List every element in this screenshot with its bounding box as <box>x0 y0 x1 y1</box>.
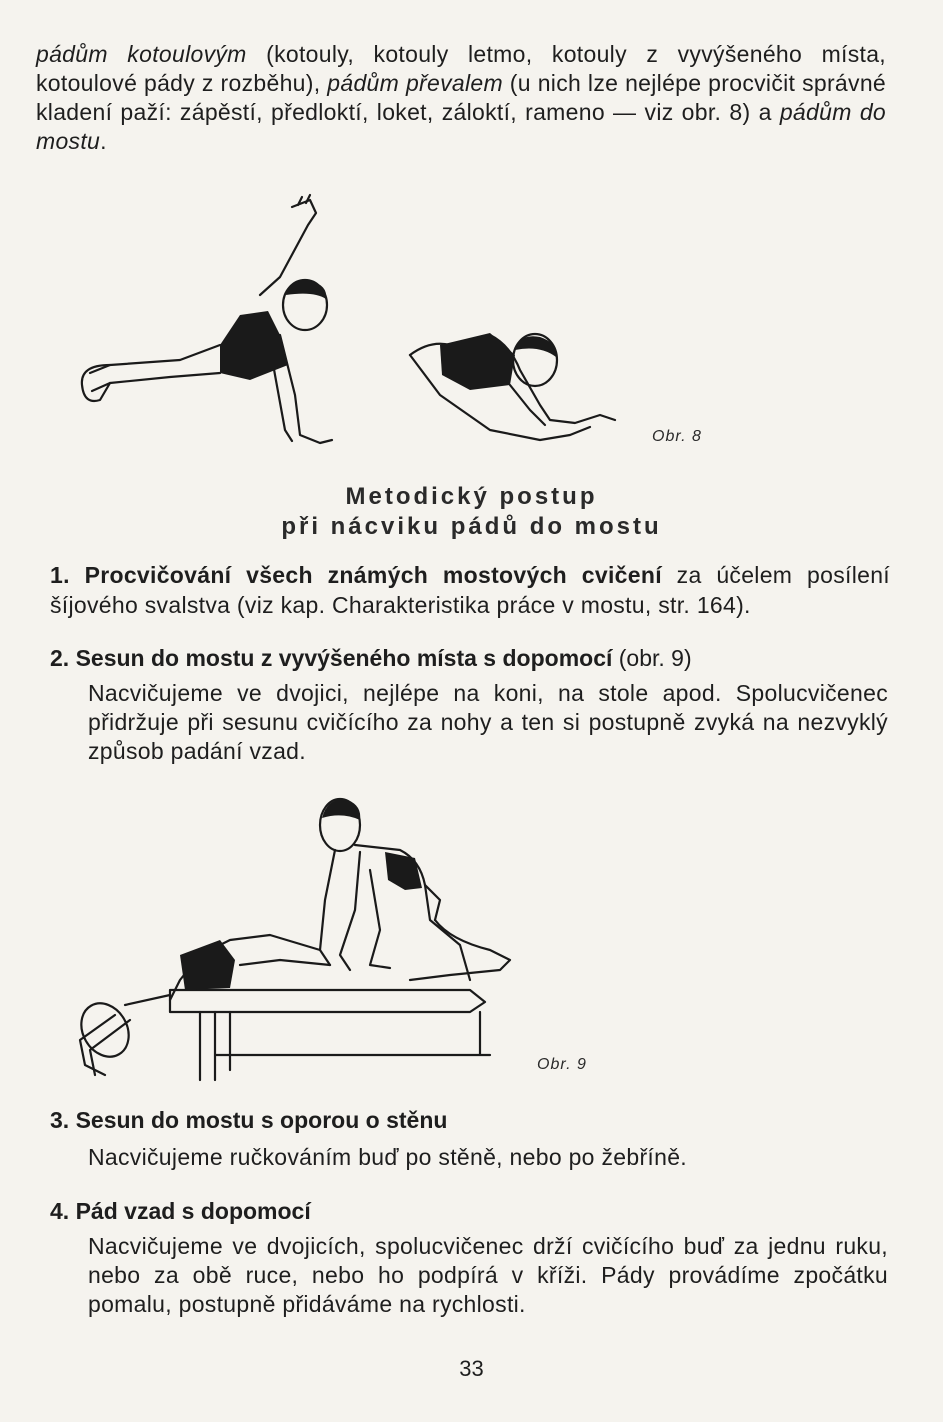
intro-text-3: . <box>100 128 107 154</box>
list-item-3-title <box>50 1105 890 1135</box>
item-3-body: Nacvičujeme ručkováním buď po stěně, nebo po žebříně. <box>88 1144 687 1170</box>
figure-8-illustration <box>70 195 630 455</box>
figure-9-illustration <box>70 790 530 1090</box>
item-1-title: Procvičování všech známých mostových cvičení <box>84 562 662 588</box>
section-heading-line-2: při nácviku pádů do mostu <box>281 513 662 540</box>
list-item-4-title <box>50 1196 890 1226</box>
intro-paragraph <box>36 40 886 156</box>
item-2-number: 2. <box>50 645 70 671</box>
figure-8-caption: Obr. 8 <box>652 428 702 445</box>
item-4-number: 4. <box>50 1198 70 1224</box>
item-2-title-rest: (obr. 9) <box>612 645 692 671</box>
page-number: 33 <box>459 1356 484 1381</box>
figure-9-caption: Obr. 9 <box>537 1056 587 1073</box>
item-3-number: 3. <box>50 1107 70 1133</box>
intro-text-1: (kotouly, kotouly letmo, kotouly z vyvýšeného místa, kotoulové pády z rozběhu), <box>36 41 886 96</box>
item-3-title: Sesun do mostu s oporou o stěnu <box>75 1107 448 1133</box>
intro-text-2: (u nich lze nejlépe procvičit správné kladení paží: zápěstí, předloktí, loket, záloktí, rameno — viz obr. 8) a <box>36 70 887 125</box>
item-1-number: 1. <box>50 562 70 588</box>
item-2-title: Sesun do mostu z vyvýšeného místa s dopomocí <box>75 645 613 671</box>
item-4-body: Nacvičujeme ve dvojicích, spolucvičenec drží cvičícího buď za jednu ruku, nebo za obě ruce, nebo ho podpírá v kříži. Pády provádíme zpočátku pomalu, postupně přidáváme na rychlosti. <box>88 1233 888 1317</box>
item-4-title: Pád vzad s dopomocí <box>75 1198 311 1224</box>
item-1-text: za účelem posílení šíjového svalstva (viz kap. Charakteristika práce v mostu, str. 164). <box>50 562 890 618</box>
list-item-1 <box>50 560 890 620</box>
list-item-2-title <box>50 643 890 673</box>
item-2-body: Nacvičujeme ve dvojici, nejlépe na koni, na stole apod. Spolucvičenec přidržuje při sesunu cvičícího za nohy a ten si postupně zvyká na nezvyklý způsob padání vzad. <box>88 680 888 764</box>
section-heading-line-1: Metodický postup <box>345 483 598 510</box>
intro-italic-1: pádům kotoulovým <box>36 41 247 67</box>
intro-italic-3: pádům do mostu <box>36 99 887 154</box>
intro-italic-2: pádům převalem <box>327 70 503 96</box>
